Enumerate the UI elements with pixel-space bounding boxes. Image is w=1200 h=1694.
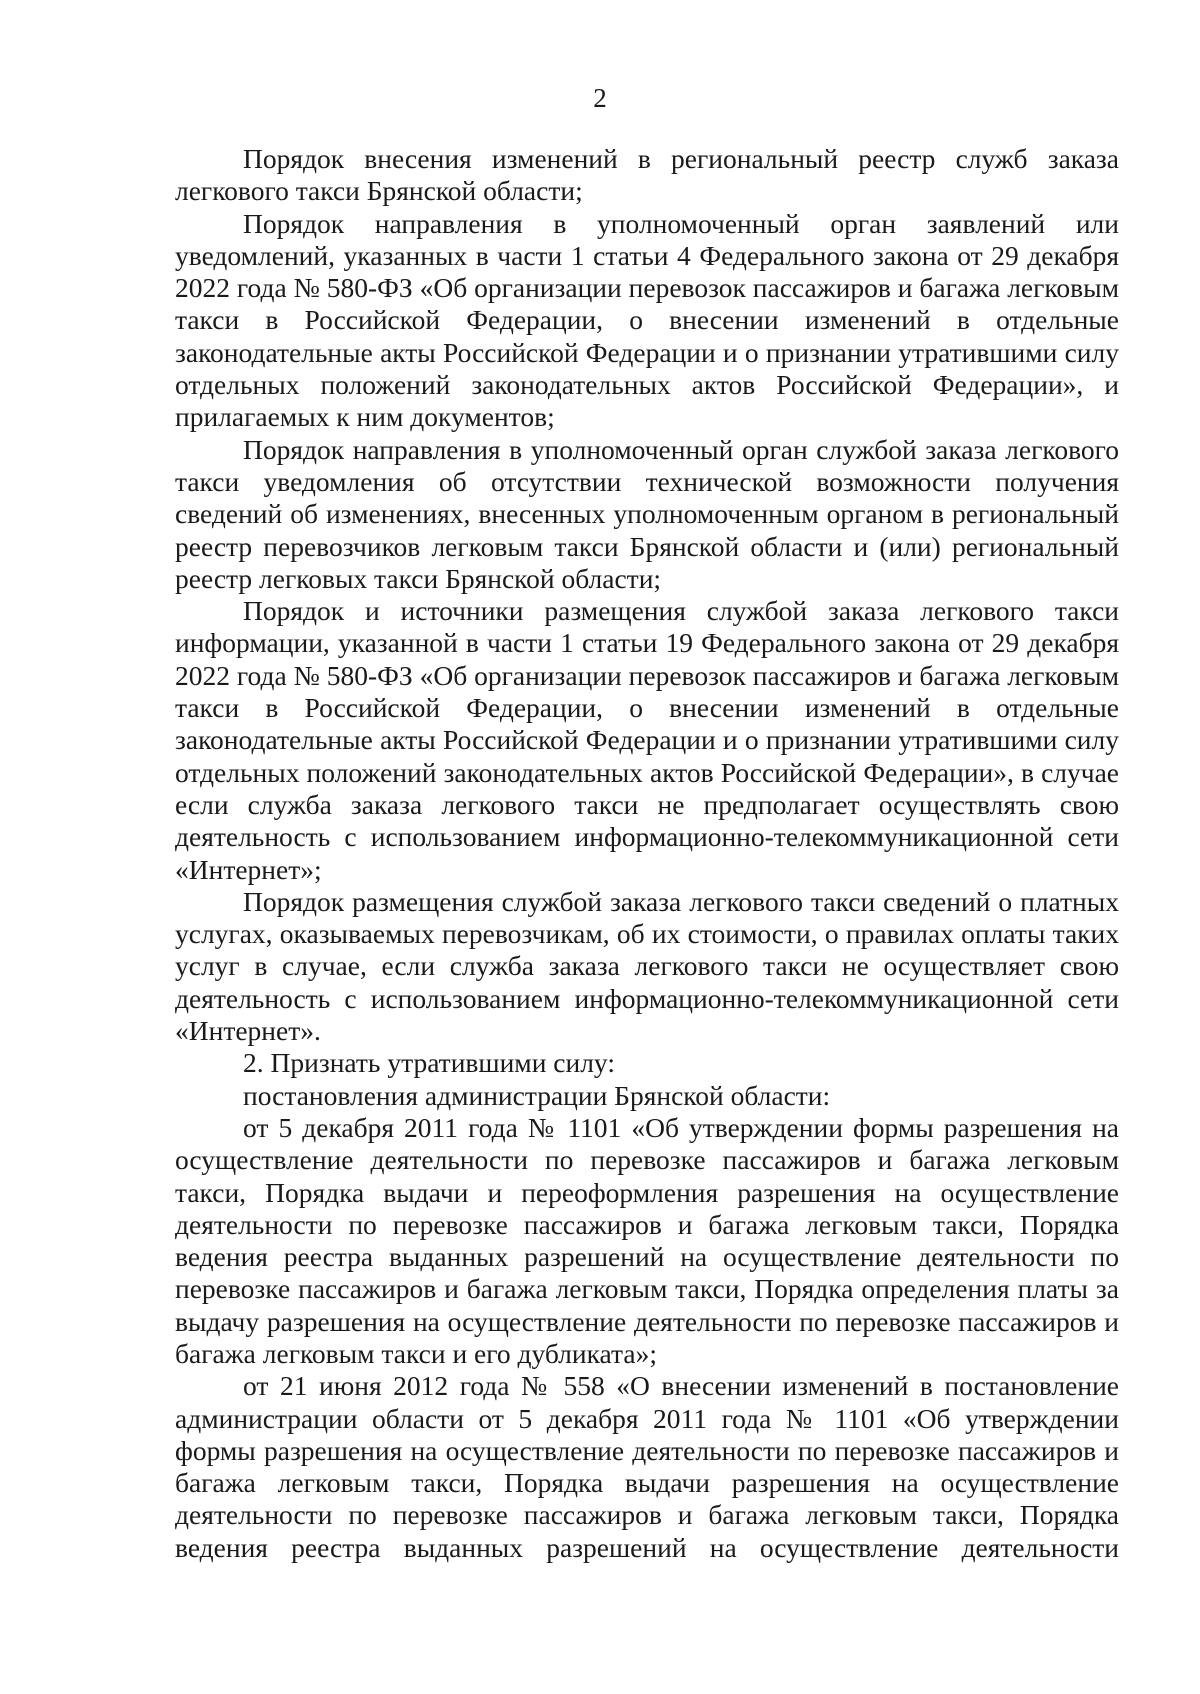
paragraph: Порядок направления в уполномоченный орган службой заказа легкового такси уведомления об отсутствии технической возможности получения сведений об изменениях, внесенных уполномоченным органом в региональный реестр перевозчиков легковым такси Брянской области и (или) региональный реестр легковых такси Брянской области; [175,433,1119,594]
paragraph: Порядок и источники размещения службой заказа легкового такси информации, указанной в части 1 статьи 19 Федерального закона от 29 декабря 2022 года № 580-ФЗ «Об организации перевозок пассажиров и багажа легковым такси в Российской Федерации, о внесении изменений в отдельные законодательные акты Российской Федерации и о признании утратившими силу отдельных положений законодательных актов Российской Федерации», в случае если служба заказа легкового такси не предполагает осуществлять свою деятельность с использованием информационно-телекоммуникационной сети «Интернет»; [175,595,1119,885]
paragraph: постановления администрации Брянской области: [243,1079,831,1111]
paragraph: Порядок внесения изменений в региональный реестр служб заказа легкового такси Брянской области; [175,143,1119,207]
paragraph: 2. Признать утратившими силу: [243,1047,615,1079]
paragraph: Порядок направления в уполномоченный орган заявлений или уведомлений, указанных в части 1 статьи 4 Федерального закона от 29 декабря 2022 года № 580-ФЗ «Об организации перевозок пассажиров и багажа легковым такси в Российской Федерации, о внесении изменений в отдельные законодательные акты Российской Федерации и о признании утратившими силу отдельных положений законодательных актов Российской Федерации», и прилагаемых к ним документов; [175,207,1119,433]
page-number: 2 [593,83,607,113]
paragraph: от 5 декабря 2011 года № 1101 «Об утверждении формы разрешения на осуществление деятельности по перевозке пассажиров и багажа легковым такси, Порядка выдачи и переоформления разрешения на осуществление деятельности по перевозке пассажиров и багажа легковым такси, Порядка ведения реестра выданных разрешений на осуществление деятельности по перевозке пассажиров и багажа легковым такси, Порядка определения платы за выдачу разрешения на осуществление деятельности по перевозке пассажиров и багажа легковым такси и его дубликата»; [175,1111,1119,1369]
paragraph-last: от 21 июня 2012 года № 558 «О внесении изменений в постановление администрации области от 5 декабря 2011 года № 1101 «Об утверждении формы разрешения на осуществление деятельности по перевозке пассажиров и багажа легковым такси, Порядка выдачи разрешения на осуществление деятельности по перевозке пассажиров и багажа легковым такси, Порядка ведения реестра выданных разрешений на осуществление деятельности [175,1370,1119,1563]
document-body [175,143,1119,1564]
paragraph: Порядок размещения службой заказа легкового такси сведений о платных услугах, оказываемых перевозчикам, об их стоимости, о правилах оплаты таких услуг в случае, если служба заказа легкового такси не осуществляет свою деятельность с использованием информационно-телекоммуникационной сети «Интернет». [175,885,1119,1047]
